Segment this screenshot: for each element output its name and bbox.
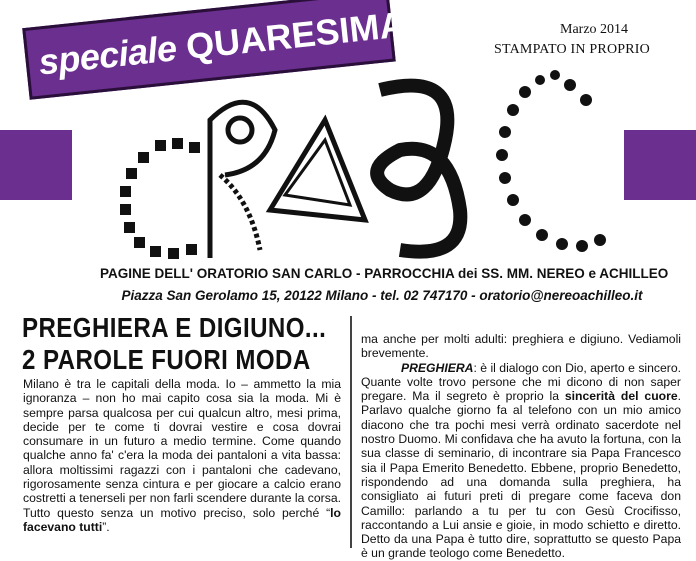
left-column xyxy=(23,377,341,534)
banner-word-quaresima: QUARESIMA xyxy=(184,3,408,68)
right-column xyxy=(361,332,681,561)
publisher-line: PAGINE DELL' ORATORIO SAN CARLO - PARROCCHIA dei SS. MM. NEREO e ACHILLEO xyxy=(100,266,669,281)
right-paragraph-1: ma anche per molti adulti: preghiera e digiuno. Vediamoli brevemente. xyxy=(361,332,681,361)
title-line-2: 2 PAROLE FUORI MODA xyxy=(22,344,311,375)
title-line-1: PREGHIERA E DIGIUNO... xyxy=(22,312,327,343)
logo-letter-s xyxy=(377,86,460,252)
right-text-a: : è il dialogo con Dio, aperto e sincero. Quante volte trovo persone che mi dicono di non saper pregare. Ma il segreto è proprio la xyxy=(361,360,681,404)
right-text-b: . Parlavo qualche giorno fa al telefono con un mio amico diacono che tra pochi mesi verrà ordinato sacerdote nel nostro Duomo. Mi confidava che ha avuto la fortuna, con la sua classe di seminario, di incontrare sia Papa Francesco sia il Papa Emerito Benedetto. Ebbene, proprio Benedetto, rispondendo ad una domanda sulla preghiera, ha consigliato ai futuri preti di pregare come faceva don Camillo: parlando a tu per tu con Gesù Crocifisso, raccontando a Lui ansie e gioie, in modo schietto e diretto. Detto da una Papa è tutto dire, soprattutto se questo Papa è un grande teologo come Benedetto. xyxy=(361,389,682,561)
right-paragraph-2 xyxy=(361,361,681,561)
masthead-logo xyxy=(100,60,620,260)
right-bold-phrase: sincerità del cuore xyxy=(564,389,678,404)
address-line: Piazza San Gerolamo 15, 20122 Milano - tel. 02 747170 - oratorio@nereoachilleo.it xyxy=(121,288,643,303)
left-quote-close: ”. xyxy=(102,519,110,534)
article-title xyxy=(22,312,327,376)
logo-letter-c2 xyxy=(496,70,606,252)
logo-letter-r xyxy=(210,102,275,258)
issue-date: Marzo 2014 xyxy=(560,22,629,37)
preghiera-lead: PREGHIERA xyxy=(401,360,474,375)
left-bold-phrase: lo facevano tutti xyxy=(23,505,341,534)
right-purple-bar xyxy=(624,130,696,200)
logo-letter-a xyxy=(270,120,365,220)
printed-note: STAMPATO IN PROPRIO xyxy=(494,42,650,57)
logo-letter-c1 xyxy=(120,138,200,259)
banner-word-speciale: speciale xyxy=(36,27,179,83)
column-divider xyxy=(350,316,352,548)
left-purple-bar xyxy=(0,130,72,200)
left-paragraph: Milano è tra le capitali della moda. Io – ammetto la mia ignoranza – non ho mai capito cosa sia la moda. Mi è sempre parsa qualcosa per cui qualcun altro, mesi prima, decide per te come ti dovrai vestire e cosa dovrai consumare in un futuro a medio termine. Come quando qualche anno fa' c'era la moda dei pantaloni a vita bassa: allora moltissimi ragazzi con i pantaloni che cadevano, rigorosamente senza cintura e per giocare a calcio erano costretti a tenerseli per non farli scendere durante la corsa. Tutto questo senza un motivo preciso, solo perché xyxy=(23,377,341,520)
left-quote-open: “ xyxy=(326,505,331,520)
